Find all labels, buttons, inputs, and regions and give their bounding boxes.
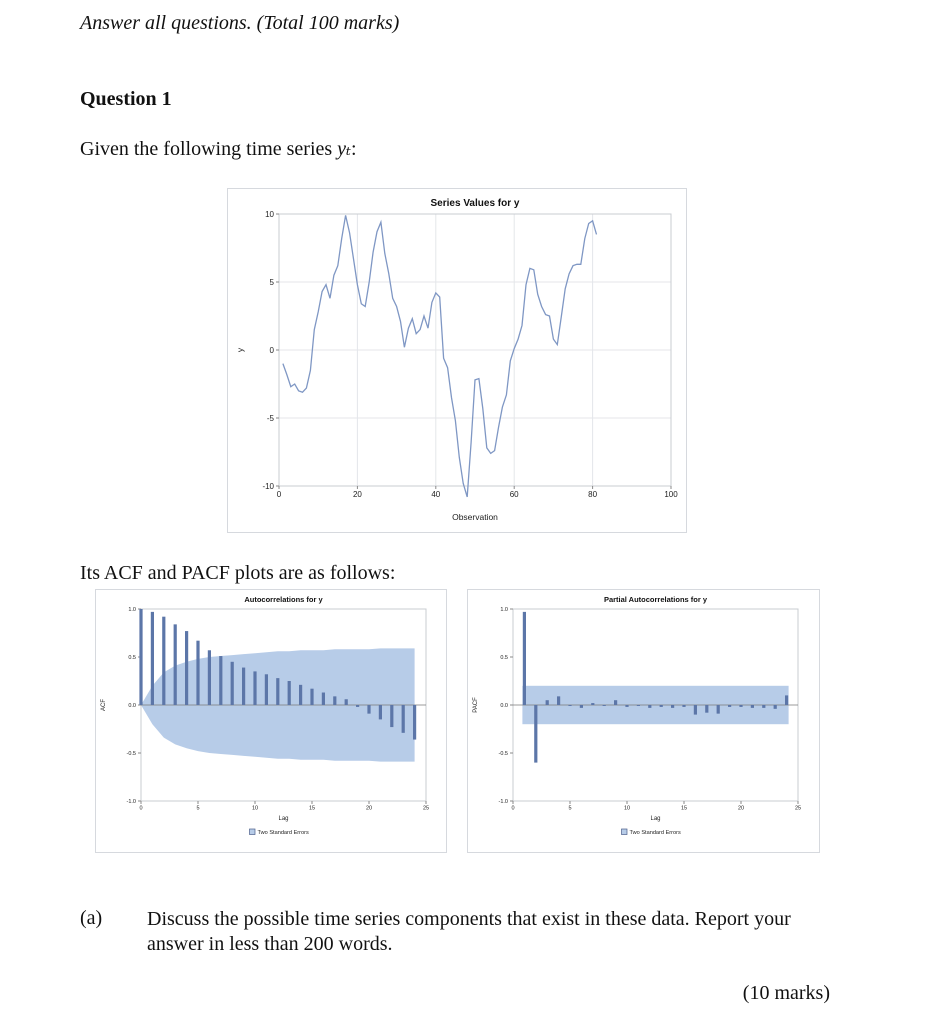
x-tick-label: 15 (680, 805, 688, 812)
intro-text: Given the following time series (80, 138, 338, 160)
correlation-bar (413, 705, 416, 740)
x-tick-label: 25 (422, 805, 430, 812)
correlation-bar (785, 695, 788, 705)
correlation-bar (648, 705, 651, 708)
exam-instructions: Answer all questions. (Total 100 marks) (80, 12, 400, 34)
correlation-bar (322, 693, 325, 705)
correlation-bar (671, 705, 674, 708)
pacf-chart-panel (467, 589, 820, 853)
correlation-bar (717, 705, 720, 714)
correlation-bar (660, 705, 663, 707)
legend-label: Two Standard Errors (257, 830, 309, 836)
question-intro (80, 136, 357, 161)
x-axis-label: Lag (278, 816, 289, 822)
correlation-bar (557, 696, 560, 705)
y-tick-label: -1.0 (498, 798, 508, 805)
acf-intro: Its ACF and PACF plots are as follows: (80, 562, 396, 584)
x-tick-label: 5 (196, 805, 200, 812)
part-label: (a) (80, 907, 103, 929)
x-tick-label: 5 (568, 805, 572, 812)
correlation-bar (162, 617, 165, 705)
y-tick-label: 1.0 (128, 606, 136, 613)
chart-title: Series Values for y (430, 198, 520, 209)
correlation-bar (614, 700, 617, 705)
y-tick-label: 0.0 (128, 702, 136, 709)
acf-chart (96, 590, 446, 852)
y-axis-label: PACF (473, 697, 479, 713)
y-tick-label: -10 (262, 481, 274, 491)
y-tick-label: 0.0 (500, 702, 508, 709)
x-tick-label: 0 (276, 490, 282, 499)
legend-swatch (622, 829, 628, 835)
correlation-bar (196, 641, 199, 705)
acf-chart-panel (95, 589, 447, 853)
y-tick-label: -0.5 (498, 750, 508, 757)
correlation-bar (402, 705, 405, 733)
correlation-bar (151, 612, 154, 705)
correlation-bar (253, 671, 256, 705)
y-tick-label: -0.5 (126, 750, 136, 757)
pacf-chart (468, 590, 819, 852)
x-tick-label: 60 (509, 490, 519, 499)
correlation-bar (546, 700, 549, 705)
x-tick-label: 20 (365, 805, 373, 812)
correlation-bar (367, 705, 370, 714)
x-tick-label: 100 (664, 490, 678, 499)
correlation-bar (534, 705, 537, 763)
correlation-bar (580, 705, 583, 708)
chart-title: Autocorrelations for y (244, 595, 323, 604)
legend-label: Two Standard Errors (629, 830, 681, 836)
correlation-bar (694, 705, 697, 715)
correlation-bar (523, 612, 526, 705)
correlation-bar (219, 656, 222, 705)
y-axis-label: y (235, 347, 245, 353)
x-tick-label: 40 (431, 490, 441, 499)
y-tick-label: 10 (265, 209, 274, 219)
correlation-bar (174, 624, 177, 705)
y-axis-label: ACF (101, 699, 107, 711)
correlation-bar (299, 685, 302, 705)
correlation-bar (333, 696, 336, 705)
correlation-bar (310, 689, 313, 705)
intro-variable: yₜ (337, 138, 351, 160)
correlation-bar (288, 681, 291, 705)
correlation-bar (728, 705, 731, 707)
correlation-bar (390, 705, 393, 727)
y-tick-label: 0.5 (500, 654, 508, 661)
x-tick-label: 0 (511, 805, 515, 812)
correlation-bar (591, 703, 594, 705)
chart-title: Partial Autocorrelations for y (603, 595, 708, 604)
correlation-bar (265, 674, 268, 705)
correlation-bar (739, 705, 742, 707)
x-axis-label: Observation (452, 512, 498, 522)
x-tick-label: 15 (308, 805, 316, 812)
correlation-bar (276, 678, 279, 705)
series-line (283, 215, 597, 497)
series-chart (228, 189, 686, 532)
x-tick-label: 20 (737, 805, 745, 812)
correlation-bar (682, 705, 685, 707)
x-tick-label: 25 (794, 805, 802, 812)
y-tick-label: 0 (269, 345, 274, 355)
y-tick-label: 5 (269, 277, 274, 287)
y-tick-label: -1.0 (126, 798, 136, 805)
legend-swatch (250, 829, 256, 835)
question-heading: Question 1 (80, 88, 172, 110)
intro-colon: : (350, 138, 357, 160)
correlation-bar (751, 705, 754, 708)
correlation-bar (379, 705, 382, 719)
correlation-bar (345, 699, 348, 705)
y-tick-label: 0.5 (128, 654, 136, 661)
correlation-bar (185, 631, 188, 705)
correlation-bar (603, 705, 606, 706)
correlation-bar (625, 705, 628, 707)
correlation-bar (774, 705, 777, 709)
x-tick-label: 80 (588, 490, 598, 499)
correlation-bar (568, 705, 571, 706)
correlation-bar (139, 609, 142, 705)
x-tick-label: 0 (139, 805, 143, 812)
correlation-bar (762, 705, 765, 708)
y-tick-label: 1.0 (500, 606, 508, 613)
correlation-bar (637, 705, 640, 706)
marks: (10 marks) (742, 982, 830, 1004)
correlation-bar (705, 705, 708, 713)
x-axis-label: Lag (650, 816, 661, 822)
correlation-bar (208, 650, 211, 705)
correlation-bar (242, 668, 245, 705)
correlation-bar (231, 662, 234, 705)
correlation-bar (356, 705, 359, 707)
series-chart-panel (227, 188, 687, 533)
part-text: Discuss the possible time series components that exist in these data. Report your answer in less than 200 words. (147, 908, 791, 955)
x-tick-label: 10 (251, 805, 259, 812)
y-tick-label: -5 (266, 413, 274, 423)
x-tick-label: 20 (352, 490, 362, 499)
x-tick-label: 10 (623, 805, 631, 812)
